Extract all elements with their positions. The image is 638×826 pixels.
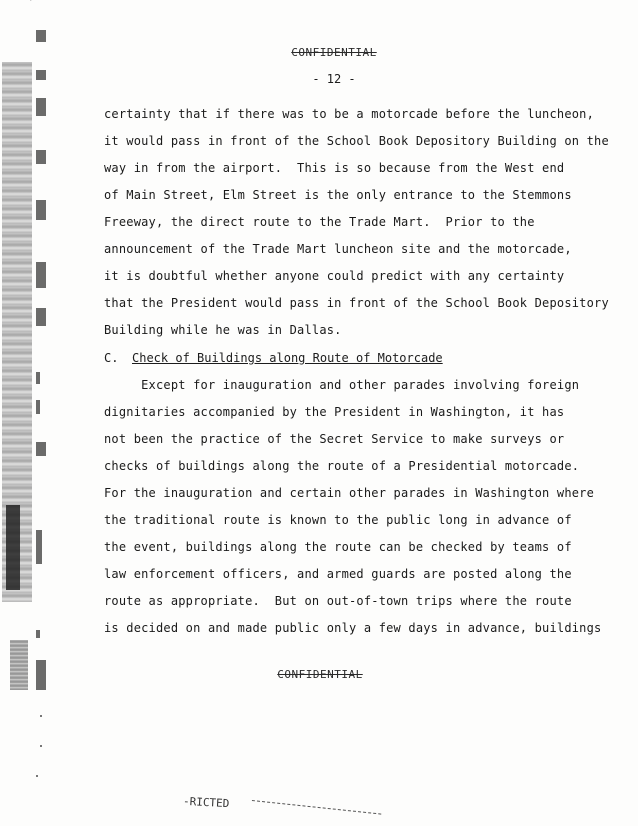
- text-line: not been the practice of the Secret Service to make surveys or: [104, 432, 565, 446]
- edge-mark: [36, 630, 40, 638]
- dashed-stamp-line: [252, 800, 381, 815]
- scan-scratch-mark: [30, 0, 68, 19]
- edge-mark: [36, 400, 40, 414]
- text-line: it is doubtful whether anyone could predict with any certainty: [104, 269, 565, 283]
- text-line: For the inauguration and certain other parades in Washington where: [104, 486, 595, 500]
- edge-mark: [36, 150, 46, 164]
- text-line: Building while he was in Dallas.: [104, 323, 342, 337]
- text-line: Freeway, the direct route to the Trade Mart. Prior to the: [104, 215, 535, 229]
- section-heading: Check of Buildings along Route of Motorcade: [132, 351, 443, 365]
- edge-mark: [36, 372, 40, 384]
- text-line: the event, buildings along the route can be checked by teams of: [104, 540, 572, 554]
- classification-footer: [0, 668, 638, 681]
- text-line: is decided on and made public only a few days in advance, buildings: [104, 621, 602, 635]
- text-line: that the President would pass in front of the School Book Depository: [104, 296, 609, 310]
- text-line: certainty that if there was to be a motorcade before the luncheon,: [104, 107, 595, 121]
- text-line: it would pass in front of the School Book Depository Building on the: [104, 134, 609, 148]
- classification-header-text: CONFIDENTIAL: [291, 46, 377, 59]
- binding-edge-lower-artifact: [10, 640, 28, 690]
- text-line: the traditional route is known to the public long in advance of: [104, 513, 572, 527]
- edge-mark: [36, 262, 46, 288]
- text-line: Except for inauguration and other parades involving foreign: [104, 378, 580, 392]
- text-line: dignitaries accompanied by the President in Washington, it has: [104, 405, 565, 419]
- edge-mark: [36, 530, 42, 564]
- section-letter: C.: [104, 351, 119, 365]
- edge-mark: [36, 308, 46, 326]
- stamp-fragment: -RICTED: [182, 794, 230, 811]
- scan-speck: [36, 775, 38, 777]
- edge-mark: [36, 98, 46, 116]
- text-line: way in from the airport. This is so because from the West end: [104, 161, 565, 175]
- classification-footer-text: CONFIDENTIAL: [277, 668, 363, 681]
- text-line: law enforcement officers, and armed guards are posted along the: [104, 567, 572, 581]
- text-line: checks of buildings along the route of a Presidential motorcade.: [104, 459, 580, 473]
- edge-mark: [36, 200, 46, 220]
- edge-mark: [36, 30, 46, 42]
- scan-speck: [40, 745, 42, 747]
- text-line: of Main Street, Elm Street is the only entrance to the Stemmons: [104, 188, 572, 202]
- binding-edge-dark-artifact: [6, 505, 20, 590]
- classification-header: [0, 46, 638, 59]
- scan-speck: [40, 715, 42, 717]
- text-line: announcement of the Trade Mart luncheon site and the motorcade,: [104, 242, 572, 256]
- text-line: route as appropriate. But on out-of-town trips where the route: [104, 594, 572, 608]
- edge-mark: [36, 442, 46, 456]
- page-number: - 12 -: [312, 72, 356, 86]
